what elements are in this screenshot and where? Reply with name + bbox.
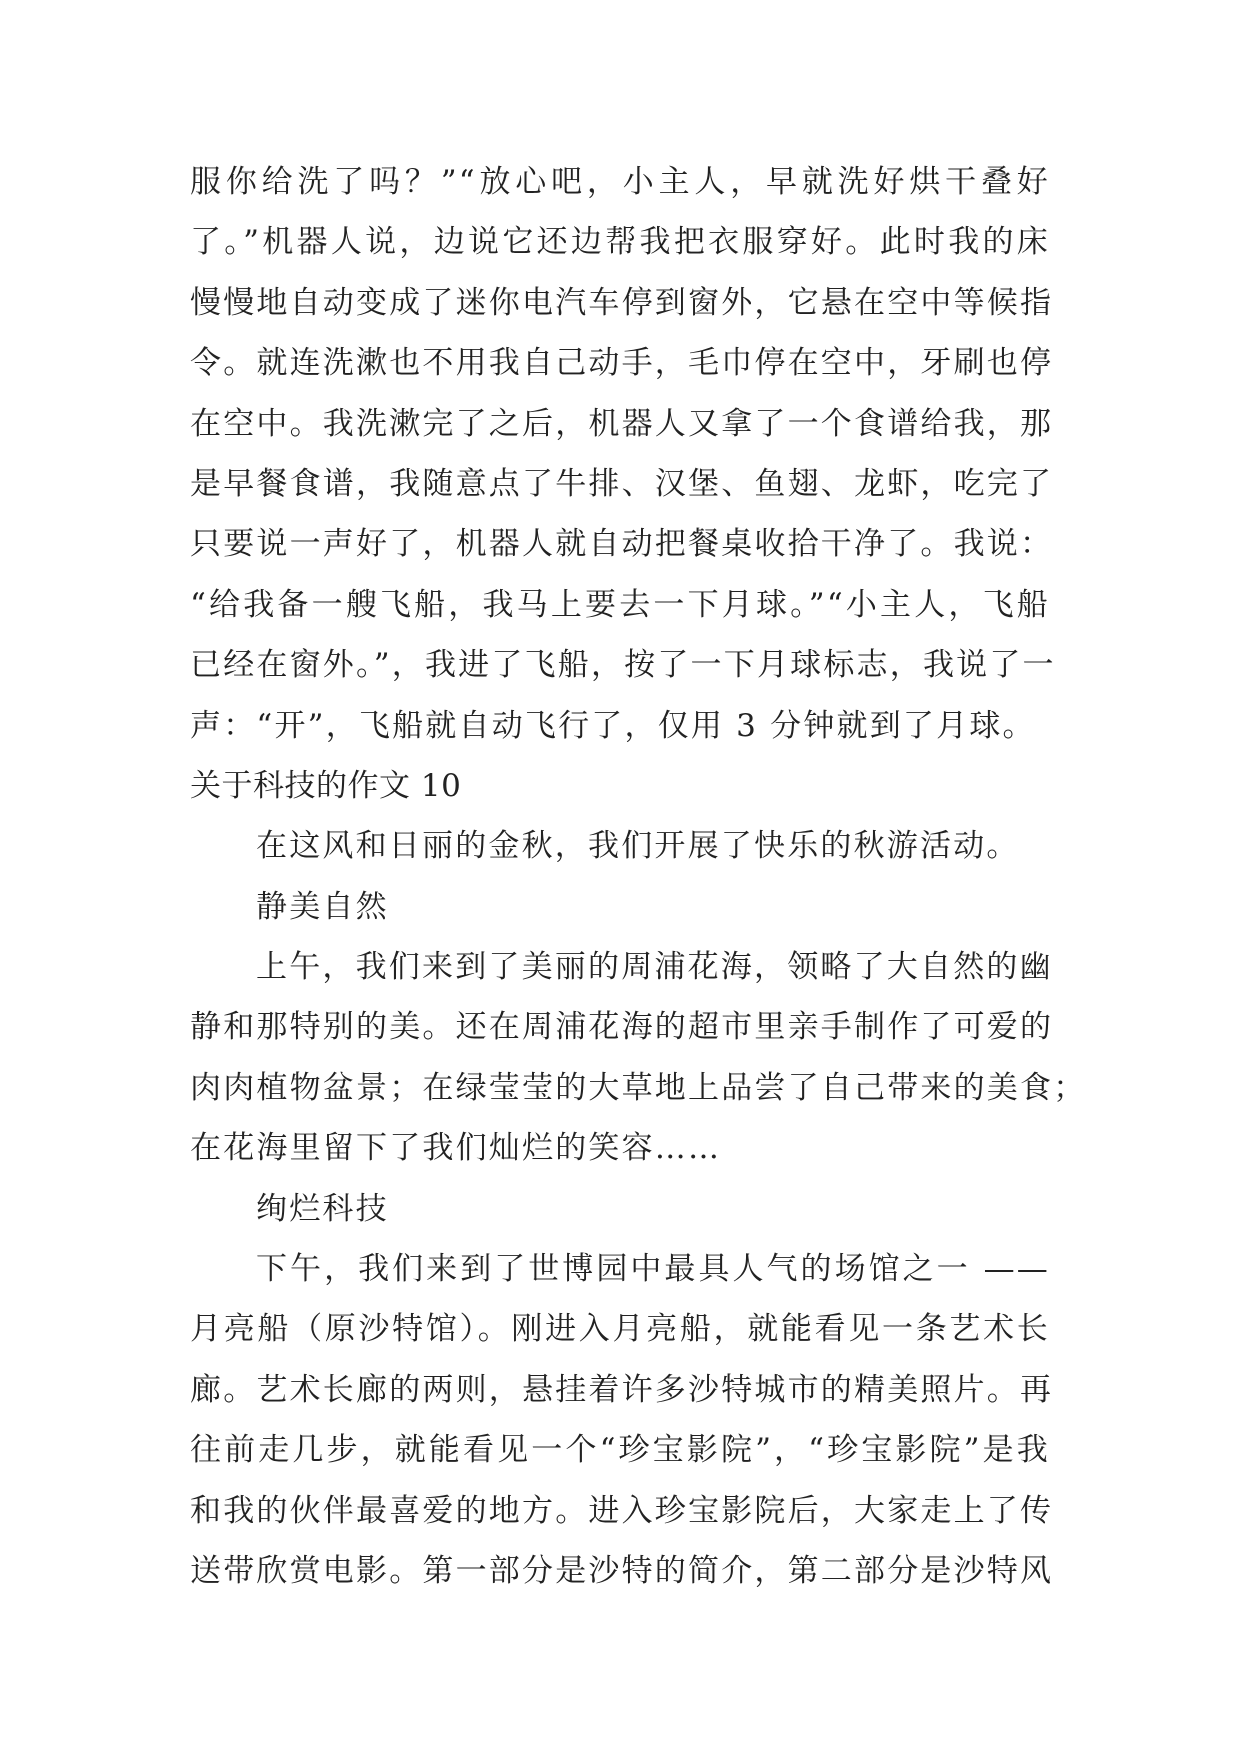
text-line: 服你给洗了吗？”“放心吧，小主人，早就洗好烘干叠好 — [190, 164, 1050, 200]
paragraph-continued — [190, 152, 1056, 756]
text-line: 在空中。我洗漱完了之后，机器人又拿了一个食谱给我，那 — [190, 405, 1054, 442]
text-line: 静和那特别的美。还在周浦花海的超市里亲手制作了可爱的 — [190, 1009, 1054, 1046]
text-line: 已经在窗外。”，我进了飞船，按了一下月球标志，我说了一 — [190, 647, 1056, 684]
text-line: 廊。艺术长廊的两则，悬挂着许多沙特城市的精美照片。再 — [190, 1371, 1054, 1408]
text-line: 下午，我们来到了世博园中最具人气的场馆之一 —— — [256, 1251, 1050, 1288]
text-line: 令。就连洗漱也不用我自己动手，毛巾停在空中，牙刷也停 — [190, 345, 1054, 382]
document-body — [190, 152, 1087, 1601]
section-title-technology: 绚烂科技 — [256, 1190, 389, 1227]
text-line: 月亮船（原沙特馆）。刚进入月亮船，就能看见一条艺术长 — [190, 1311, 1050, 1348]
text-line: 往前走几步，就能看见一个“珍宝影院”，“珍宝影院”是我 — [190, 1432, 1050, 1469]
section-title-nature: 静美自然 — [256, 888, 389, 925]
section-nature-body — [190, 937, 1087, 1179]
section-technology-body — [190, 1239, 1054, 1601]
text-line: 只要说一声好了，机器人就自动把餐桌收拾干净了。我说： — [190, 526, 1054, 563]
intro-paragraph: 在这风和日丽的金秋，我们开展了快乐的秋游活动。 — [256, 828, 1020, 865]
text-line: 肉肉植物盆景；在绿莹莹的大草地上品尝了自己带来的美食； — [190, 1069, 1087, 1106]
text-line: 是早餐食谱，我随意点了牛排、汉堡、鱼翅、龙虾，吃完了 — [190, 465, 1054, 502]
text-line: “给我备一艘飞船，我马上要去一下月球。”“小主人，飞船 — [190, 586, 1050, 623]
text-line: 了。”机器人说，边说它还边帮我把衣服穿好。此时我的床 — [190, 224, 1050, 261]
essay-heading: 关于科技的作文 10 — [190, 767, 462, 804]
text-line: 送带欣赏电影。第一部分是沙特的简介，第二部分是沙特风 — [190, 1552, 1054, 1589]
text-line: 上午，我们来到了美丽的周浦花海，领略了大自然的幽 — [256, 949, 1053, 986]
text-line: 在花海里留下了我们灿烂的笑容…… — [190, 1130, 722, 1167]
text-line: 慢慢地自动变成了迷你电汽车停到窗外，它悬在空中等候指 — [190, 284, 1054, 321]
text-line: 和我的伙伴最喜爱的地方。进入珍宝影院后，大家走上了传 — [190, 1492, 1054, 1529]
text-line: 声：“开”，飞船就自动飞行了，仅用 3 分钟就到了月球。 — [190, 707, 1036, 744]
